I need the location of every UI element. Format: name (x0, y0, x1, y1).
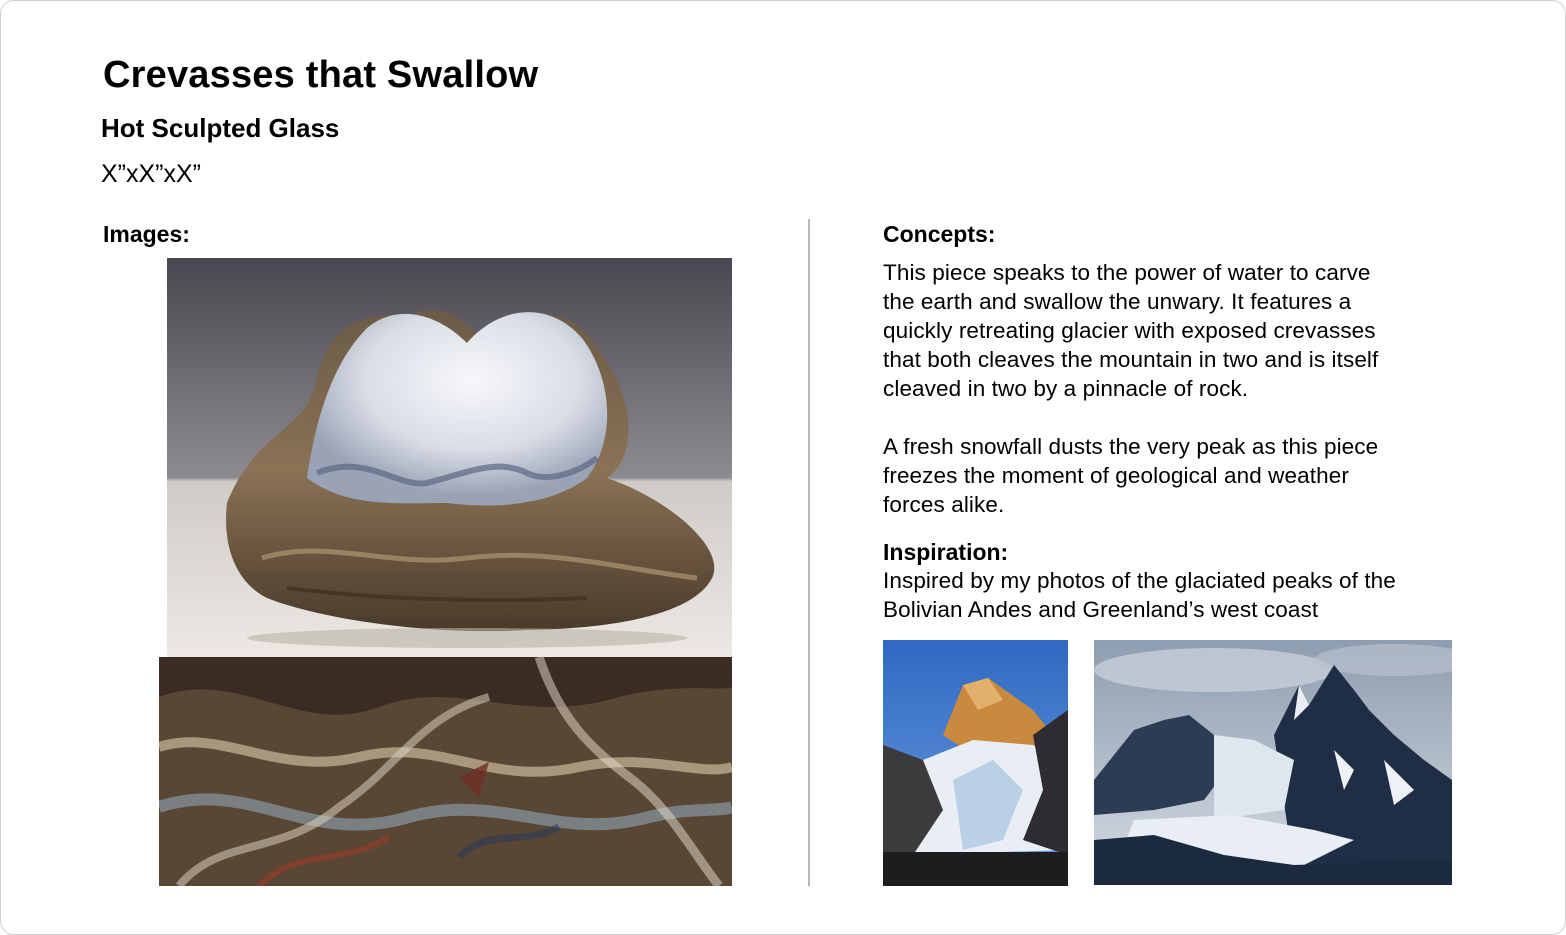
artwork-medium: Hot Sculpted Glass (101, 113, 340, 143)
andes-peak-photo (883, 640, 1068, 886)
concepts-paragraph-2: A fresh snowfall dusts the very peak as this piece freezes the moment of geological and weather forces alike. (883, 434, 1379, 517)
images-label: Images: (103, 221, 190, 247)
column-divider (808, 219, 810, 886)
concepts-label: Concepts: (883, 221, 996, 247)
inspiration-label: Inspiration: (883, 539, 1009, 565)
glass-detail-photo (159, 657, 732, 886)
artwork-dimensions: X”xX”xX” (101, 160, 201, 188)
artwork-title: Crevasses that Swallow (103, 54, 539, 96)
inspiration-text: Inspired by my photos of the glaciated peaks of the Bolivian Andes and Greenland’s west coast (883, 568, 1396, 622)
greenland-coast-photo (1094, 640, 1452, 885)
concepts-paragraph-1: This piece speaks to the power of water to carve the earth and swallow the unwary. It features a quickly retreating glacier with exposed crevasses that both cleaves the mountain in two and is itself cleaved in two by a pinnacle of rock. (883, 260, 1379, 401)
glass-sculpture-photo (167, 258, 732, 657)
